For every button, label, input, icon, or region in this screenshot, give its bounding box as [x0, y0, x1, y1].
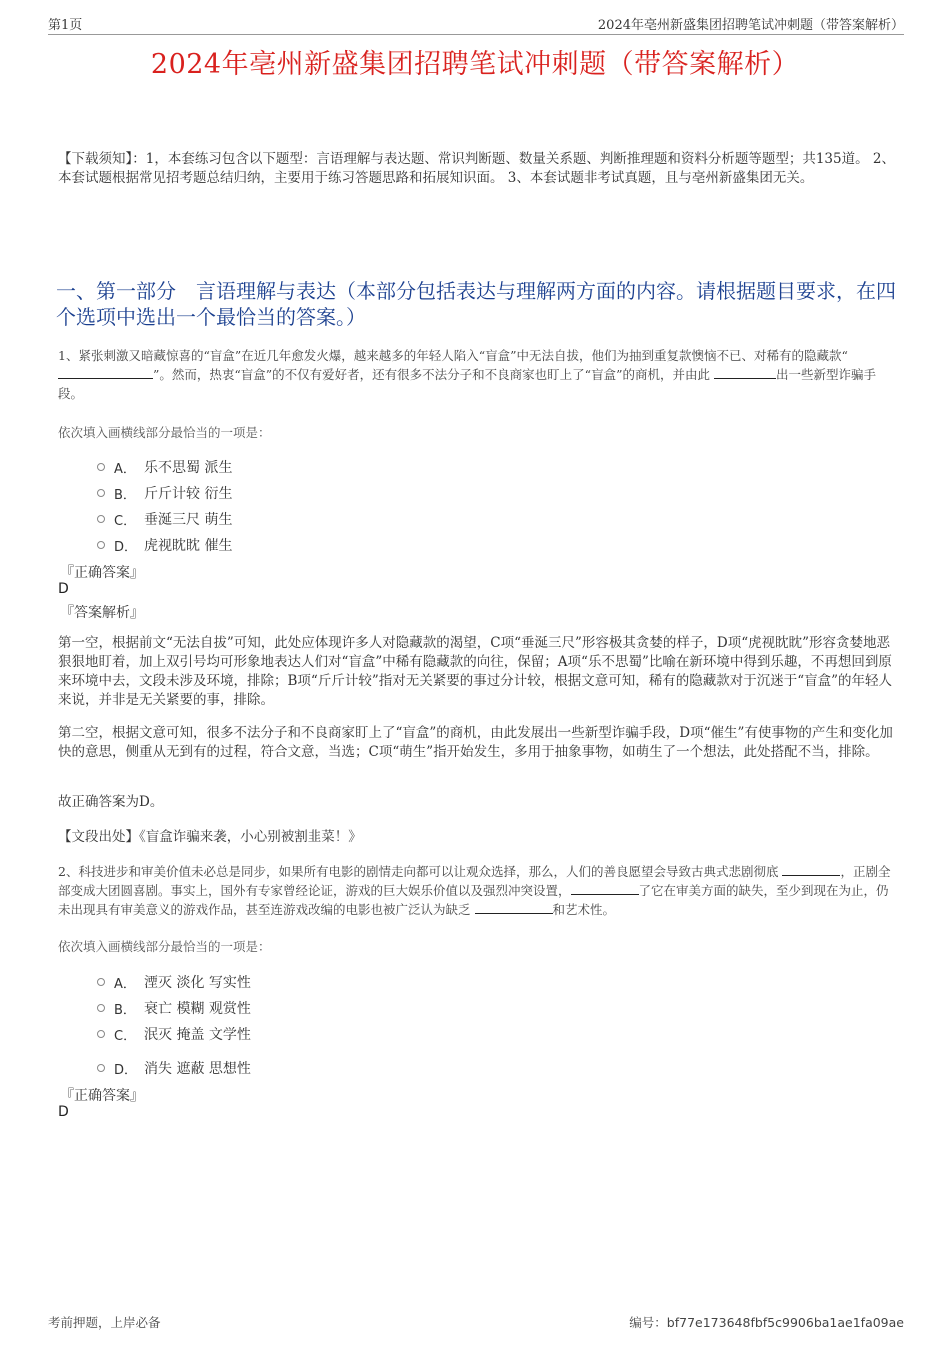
answer-blank	[571, 881, 639, 895]
q2-option-d[interactable]: D． 消失 遮蔽 思想性	[97, 1058, 251, 1078]
radio-icon[interactable]	[97, 515, 105, 523]
analysis-paragraph-2: 第二空，根据文意可知，很多不法分子和不良商家盯上了“盲盒”的商机，由此发展出一些新型诈骗手段，D项“催生”有使事物的产生和变化加快的意思，侧重从无到有的过程，符合文意，当选；C项“萌生”指开始发生，多用于抽象事物，如萌生了一个想法，此处搭配不当，排除。	[58, 725, 893, 760]
footer-doc-id: 编号：bf77e173648fbf5c9906ba1ae1fa09ae	[629, 1315, 904, 1330]
q1-option-a[interactable]: A． 乐不思蜀 派生	[97, 457, 232, 477]
page-number: 第1页	[48, 18, 83, 33]
q1-option-d[interactable]: D． 虎视眈眈 催生	[97, 535, 232, 555]
footer-slogan: 考前押题，上岸必备	[48, 1315, 161, 1330]
page-header	[48, 14, 904, 35]
question-2-text: 2、科技进步和审美价值未必总是同步，如果所有电影的剧情走向都可以让观众选择，那么，人们的善良愿望会导致古典式悲剧彻底 ，正剧全部变成大团圆喜剧。事实上，国外有专家曾经论证，游戏的巨大娱乐价值以及强烈冲突设置， 了它在审美方面的缺失，至少到现在为止，仍未出现具有审美意义的游戏作品，甚至连游戏改编的电影也被广泛认为缺乏 和艺术性。	[58, 864, 891, 917]
answer-blank	[58, 365, 153, 379]
analysis-paragraph-1: 第一空，根据前文“无法自拔”可知，此处应体现许多人对隐藏款的渴望，C项“垂涎三尺”形容极其贪婪的样子，D项“虎视眈眈”形容贪婪地恶狠狠地盯着，加上双引号均可形象地表达人们对“盲盒”中稀有隐藏款的向往，保留；A项“乐不思蜀”比喻在新环境中得到乐趣，不再想回到原来环境中去，文段未涉及环境，排除；B项“斤斤计较”指对无关紧要的事过分计较，根据文意可知，稀有的隐藏款对于沉迷于“盲盒”的年轻人来说，并非是无关紧要的事，排除。	[58, 635, 893, 708]
radio-icon[interactable]	[97, 541, 105, 549]
correct-answer-label: 『正确答案』	[60, 1088, 144, 1104]
answer-blank	[782, 862, 840, 876]
page-title: 2024年亳州新盛集团招聘笔试冲刺题（带答案解析）	[150, 49, 800, 80]
radio-icon[interactable]	[97, 1064, 105, 1072]
question-1-instruction: 依次填入画横线部分最恰当的一项是：	[58, 425, 271, 440]
radio-icon[interactable]	[97, 463, 105, 471]
correct-answer: D	[58, 1104, 69, 1120]
answer-blank	[714, 365, 776, 379]
header-doc-title: 2024年亳州新盛集团招聘笔试冲刺题（带答案解析）	[597, 18, 904, 33]
radio-icon[interactable]	[97, 489, 105, 497]
download-notice: 【下载须知】：1，本套练习包含以下题型：言语理解与表达题、常识判断题、数量关系题、判断推理题和资料分析题等题型；共135道。 2、本套试题根据常见招考题总结归纳，主要用于练习答题思路和拓展知识面。 3、本套试题非考试真题，且与亳州新盛集团无关。	[58, 151, 895, 186]
question-1-text: 1、紧张刺激又暗藏惊喜的“盲盒”在近几年愈发火爆，越来越多的年轻人陷入“盲盒”中无法自拔，他们为抽到重复款懊恼不已、对稀有的隐藏款“”。然而，热衷“盲盒”的不仅有爱好者，还有很多不法分子和不良商家也盯上了“盲盒”的商机，并由此 出一些新型诈骗手段。	[58, 348, 876, 401]
q2-option-b[interactable]: B． 衰亡 模糊 观赏性	[97, 998, 251, 1018]
q2-option-a[interactable]: A． 湮灭 淡化 写实性	[97, 972, 251, 992]
radio-icon[interactable]	[97, 1030, 105, 1038]
q1-option-b[interactable]: B． 斤斤计较 衍生	[97, 483, 232, 503]
analysis-label: 『答案解析』	[60, 605, 144, 621]
q2-option-c[interactable]: C． 泯灭 掩盖 文学性	[97, 1024, 251, 1044]
section-heading: 一、第一部分 言语理解与表达（本部分包括表达与理解两方面的内容。请根据题目要求，在四个选项中选出一个最恰当的答案。）	[56, 279, 896, 329]
answer-blank	[475, 900, 553, 914]
answer-conclusion: 故正确答案为D。	[58, 794, 164, 810]
question-2-instruction: 依次填入画横线部分最恰当的一项是：	[58, 939, 271, 954]
correct-answer: D	[58, 581, 69, 597]
correct-answer-label: 『正确答案』	[60, 565, 144, 581]
source-citation: 【文段出处】《盲盒诈骗来袭，小心别被割韭菜！》	[58, 829, 362, 845]
radio-icon[interactable]	[97, 1004, 105, 1012]
q1-option-c[interactable]: C． 垂涎三尺 萌生	[97, 509, 232, 529]
radio-icon[interactable]	[97, 978, 105, 986]
